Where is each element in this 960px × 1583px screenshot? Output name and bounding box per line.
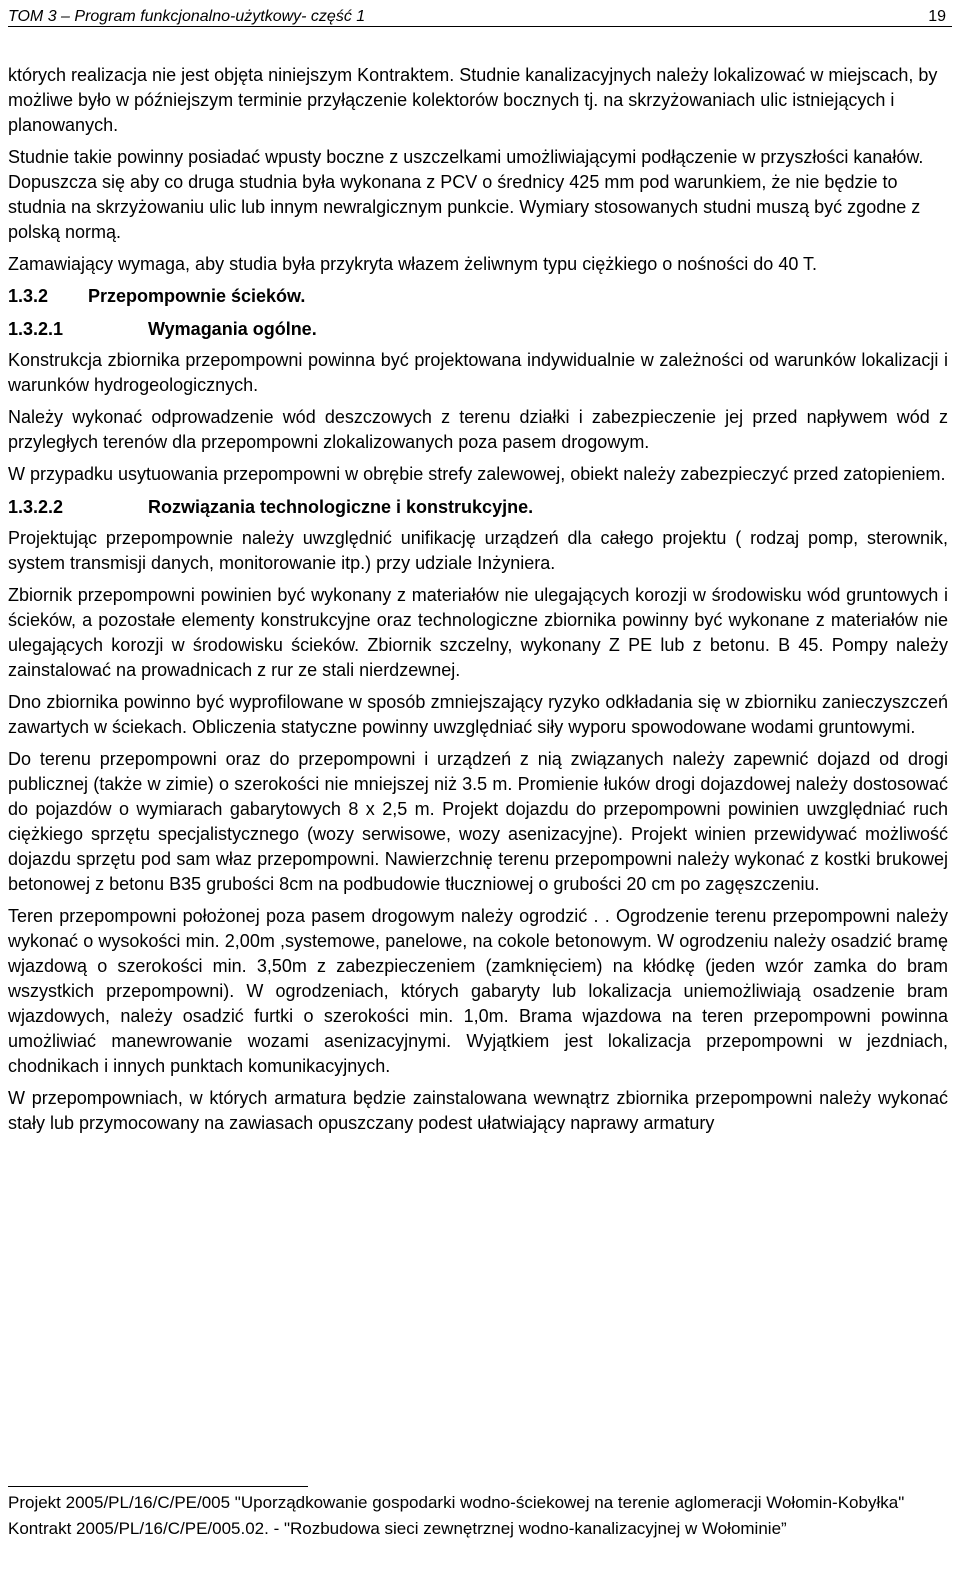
paragraph: Teren przepompowni położonej poza pasem drogowym należy ogrodzić . . Ogrodzenie terenu przepompowni należy wykonać o wysokości min. 2,00m ,systemowe, panelowe, na cokole betonowym. W ogrodzeniu należy osadzić bramę wjazdową o szerokości min. 3,50m z zabezpieczeniem (zamknięciem) na kłódkę (jeden wzór zamka do bram wszystkich przepompowni). W ogrodzeniach, których gabaryty lub lokalizacja uniemożliwiają osadzenie bram wjazdowych, należy osadzić furtki o szerokości min. 1,0m. Brama wjazdowa na teren przepompowni powinna umożliwiać manewrowanie wozami asenizacyjnymi. Wyjątkiem jest lokalizacja przepompowni w jezdniach, chodnikach i innych punktach komunikacyjnych. [8,906,948,1076]
paragraph: Dno zbiornika powinno być wyprofilowane w sposób zmniejszający ryzyko odkładania się w zbiorniku zanieczyszczeń zawartych w ściekach. Obliczenia statyczne powinny uwzględniać siły wyporu spowodowane wodami gruntowymi. [8,692,948,737]
document-body [8,27,948,1136]
section-number: 1.3.2 [8,286,49,306]
subsection-title: Wymagania ogólne. [148,319,317,339]
page-number: 19 [928,8,946,25]
paragraph: Konstrukcja zbiornika przepompowni powinna być projektowana indywidualnie w zależności od warunków lokalizacji i warunków hydrogeologicznych. [8,350,948,395]
page-header [8,0,952,27]
paragraph: W przepompowniach, w których armatura będzie zainstalowana wewnątrz zbiornika przepompowni należy wykonać stały lub przymocowany na zawiasach opuszczany podest ułatwiający naprawy armatury [8,1088,948,1133]
paragraph: Zamawiający wymaga, aby studia była przykryta włazem żeliwnym typu ciężkiego o nośności do 40 T. [8,254,818,274]
footer-contract: Kontrakt 2005/PL/16/C/PE/005.02. - "Rozbudowa sieci zewnętrznej wodno-kanalizacyjnej w Wołominie” [8,1519,787,1538]
subsection-number: 1.3.2.1 [8,319,64,339]
paragraph: Projektując przepompownie należy uwzględnić unifikację urządzeń dla całego projektu ( rodzaj pomp, sterownik, system transmisji danych, monitorowanie itp.) przy udziale Inżyniera. [8,528,948,573]
footer-project: Projekt 2005/PL/16/C/PE/005 "Uporządkowanie gospodarki wodno-ściekowej na terenie aglomeracji Wołomin-Kobyłka" [8,1493,905,1512]
footer-divider [8,1486,308,1487]
subsection-number: 1.3.2.2 [8,497,64,517]
subsection-heading [8,495,948,520]
paragraph: których realizacja nie jest objęta niniejszym Kontraktem. Studnie kanalizacyjnych należy lokalizować w miejscach, by możliwe było w późniejszym terminie przyłączenie kolektorów bocznych tj. na skrzyżowaniach ulic istniejących i planowanych. [8,65,938,135]
subsection-title: Rozwiązania technologiczne i konstrukcyjne. [148,497,534,517]
header-title: TOM 3 – Program funkcjonalno-użytkowy- część 1 [8,8,366,25]
section-title: Przepompownie ścieków. [88,286,306,306]
paragraph: Zbiornik przepompowni powinien być wykonany z materiałów nie ulegających korozji w środowisku wód gruntowych i ścieków, a pozostałe elementy konstrukcyjne oraz technologiczne zbiornika powinny być wykonane z materiałów nie ulegających korozji w środowisku ścieków. Zbiornik szczelny, wykonany Z PE lub z betonu. B 45. Pompy należy zainstalować na prowadnicach z rur ze stali nierdzewnej. [8,585,948,680]
paragraph: Studnie takie powinny posiadać wpusty boczne z uszczelkami umożliwiającymi podłączenie w przyszłości kanałów. Dopuszcza się aby co druga studnia była wykonana z PCV o średnicy 425 mm pod warunkiem, że nie będzie to studnia na skrzyżowaniu ulic lub innym newralgicznym punkcie. Wymiary stosowanych studni muszą być zgodne z polską normą. [8,147,924,242]
subsection-heading [8,317,948,342]
paragraph: Do terenu przepompowni oraz do przepompowni i urządzeń z nią związanych należy zapewnić dojazd od drogi publicznej (także w zimie) o szerokości nie mniejszej niż 3.5 m. Promienie łuków drogi dojazdowej należy dostosować do pojazdów o wymiarach gabarytowych 8 x 2,5 m. Projekt dojazdu do przepompowni powinien uwzględniać ruch ciężkiego sprzętu specjalistycznego (wozy serwisowe, wozy asenizacyjne). Projekt winien przewidywać możliwość dojazdu sprzętu pod sam właz przepompowni. Nawierzchnię terenu przepompowni należy wykonać z kostki brukowej betonowej z betonu B35 grubości 8cm na podbudowie tłuczniowej o grubości 20 cm po zagęszczeniu. [8,749,948,894]
page-footer [8,1492,948,1544]
paragraph: Należy wykonać odprowadzenie wód deszczowych z terenu działki i zabezpieczenie jej przed napływem wód z przyległych terenów dla przepompowni zlokalizowanych poza pasem drogowym. [8,407,948,452]
section-heading [8,284,948,309]
paragraph: W przypadku usytuowania przepompowni w obrębie strefy zalewowej, obiekt należy zabezpieczyć przed zatopieniem. [8,464,946,484]
